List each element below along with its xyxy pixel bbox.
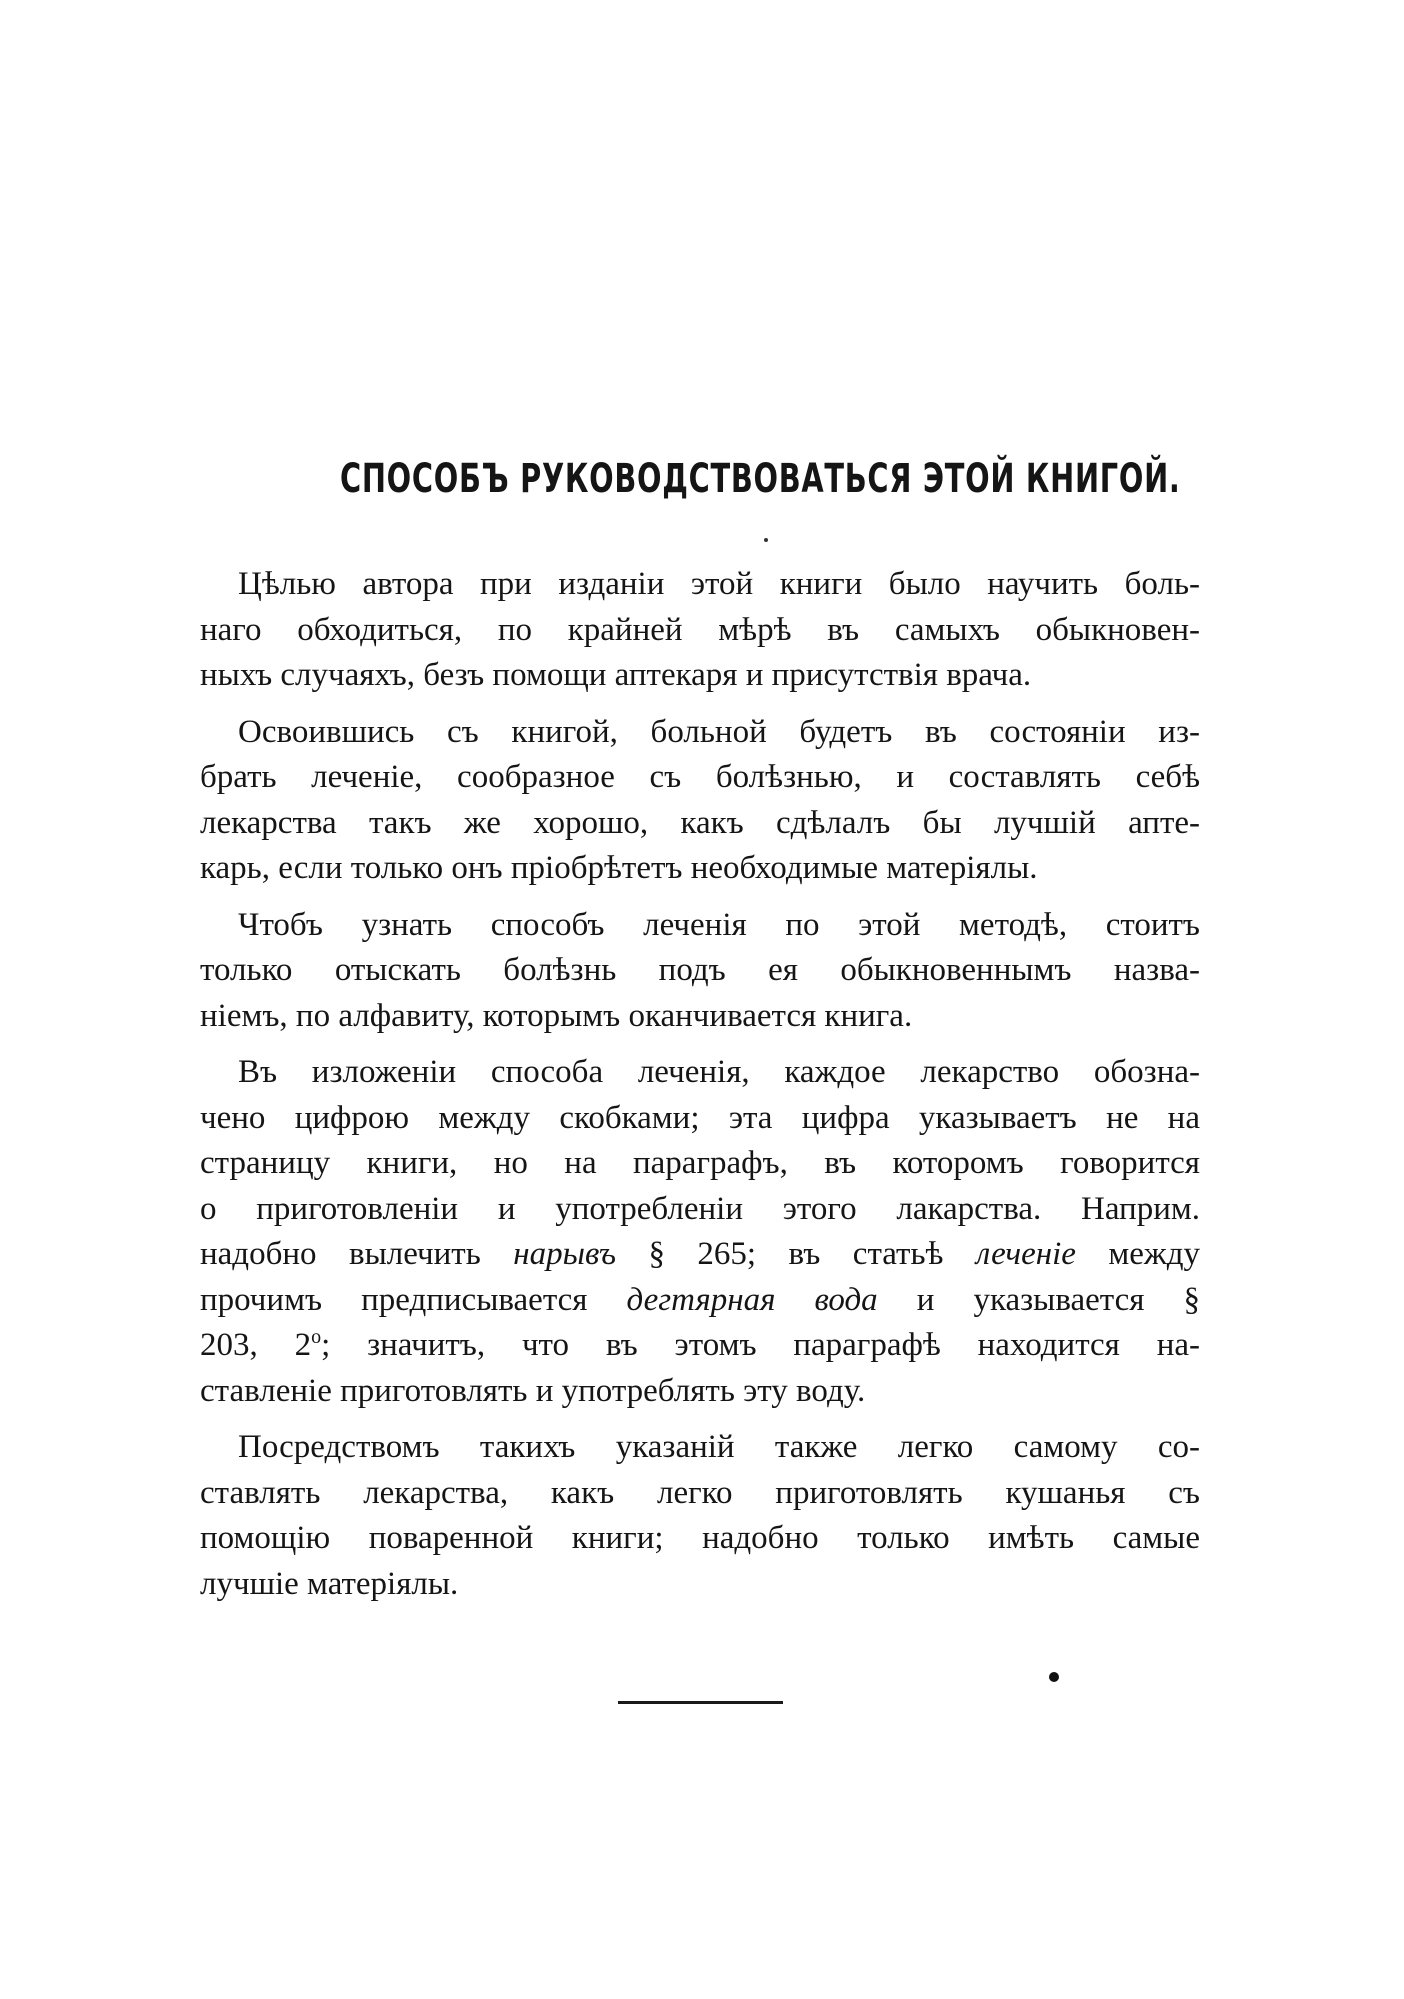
paragraph-3 (200, 903, 1200, 1040)
text-line: страницу книги, но на параграфъ, въ которомъ говорится (200, 1145, 1200, 1181)
italic-term: леченіе (975, 1236, 1076, 1272)
italic-term: нарывъ (513, 1236, 616, 1272)
paragraph-1 (200, 562, 1200, 699)
text-line: Освоившись съ книгой, больной будетъ въ состояніи из- (238, 713, 1200, 750)
italic-term: дегтярная вода (626, 1281, 878, 1318)
text-line: ныхъ случаяхъ, безъ помощи аптекаря и присутствія врача. (200, 657, 1032, 693)
text-run: ; значитъ, что въ этомъ параграфѣ находится на- (321, 1327, 1200, 1363)
text-run: надобно вылечить (200, 1236, 514, 1272)
text-line: Цѣлью автора при изданіи этой книги было научить боль- (238, 566, 1200, 602)
text-line (200, 1232, 1200, 1278)
print-speck (764, 538, 768, 542)
text-line: брать леченіе, сообразное съ болѣзнью, и составлять себѣ (200, 759, 1200, 795)
text-run: между (1075, 1236, 1200, 1272)
text-line: Посредствомъ такихъ указаній также легко самому со- (238, 1429, 1200, 1465)
text-line: карь, если только онъ пріобрѣтетъ необходимые матеріялы. (200, 850, 1038, 886)
text-line: наго обходиться, по крайней мѣрѣ въ самыхъ обыкновен- (200, 611, 1200, 648)
text-line (200, 1278, 1200, 1324)
text-line: Въ изложеніи способа леченія, каждое лекарство обозна- (238, 1054, 1200, 1090)
text-line: ставлять лекарства, какъ легко приготовлять кушанья съ (200, 1474, 1200, 1511)
superscript: o (311, 1326, 322, 1348)
text-line: ніемъ, по алфавиту, которымъ оканчивается книга. (200, 997, 913, 1034)
text-line: помощію поваренной книги; надобно только имѣть самые (200, 1520, 1200, 1556)
paragraph-2 (200, 710, 1200, 892)
text-run: и указывается § (877, 1281, 1201, 1318)
paragraph-4 (200, 1050, 1200, 1414)
page-title: СПОСОБЪ РУКОВОДСТВОВАТЬСЯ ЭТОЙ КНИГОЙ. (340, 456, 1181, 502)
text-line: только отыскать болѣзнь подъ ея обыкновеннымъ назва- (200, 952, 1200, 988)
text-line (200, 1323, 1200, 1369)
text-run: прочимъ предписывается (200, 1281, 627, 1318)
text-line: Чтобъ узнать способъ леченія по этой методѣ, стоитъ (238, 906, 1200, 943)
text-line: лучшіе матеріялы. (200, 1565, 459, 1602)
text-line: лекарства такъ же хорошо, какъ сдѣлалъ бы лучшій апте- (200, 804, 1200, 841)
text-line: ставленіе приготовлять и употреблять эту воду. (200, 1372, 866, 1409)
section-end-rule (618, 1701, 783, 1704)
text-run: § 265; въ статьѣ (615, 1236, 976, 1272)
text-line: чено цифрою между скобками; эта цифра указываетъ не на (200, 1099, 1200, 1136)
print-mark-dot (1049, 1672, 1059, 1682)
body-text (200, 562, 1200, 1618)
text-line: о приготовленіи и употребленіи этого лакарства. Наприм. (200, 1190, 1200, 1227)
paragraph-5 (200, 1425, 1200, 1607)
text-run: 203, 2 (200, 1327, 312, 1363)
